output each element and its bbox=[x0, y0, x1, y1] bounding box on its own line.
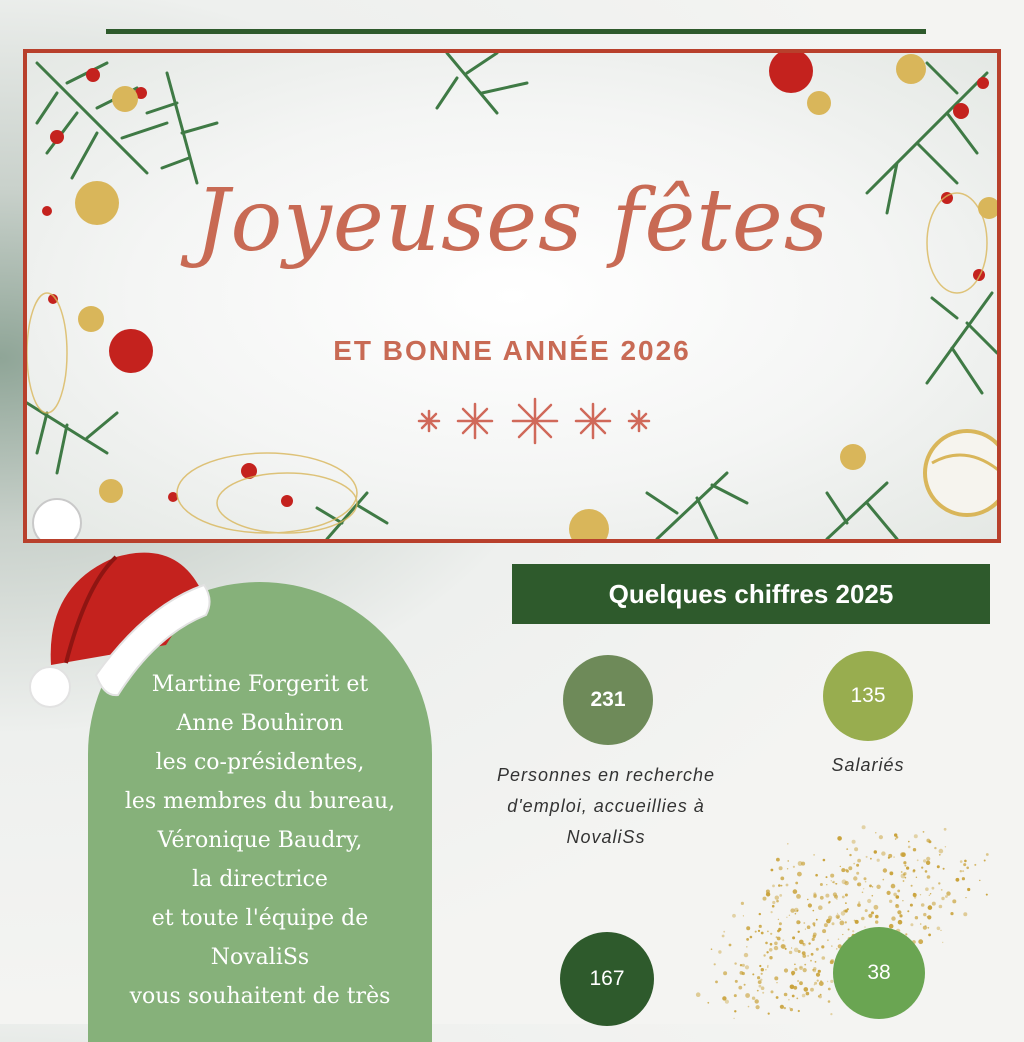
greeting-line: Véronique Baudry, bbox=[157, 828, 363, 853]
stat-label: Salariés bbox=[831, 755, 905, 775]
greeting-line: les membres du bureau, bbox=[124, 789, 396, 814]
stat-value: 38 bbox=[867, 961, 891, 984]
greeting-message bbox=[88, 665, 432, 1016]
stat-value-circle bbox=[823, 651, 913, 741]
stat-value: 231 bbox=[590, 688, 626, 711]
pine-ornament-decoration bbox=[27, 53, 997, 539]
greeting-line: vous souhaitent de très bbox=[129, 984, 391, 1009]
stat-label: Personnes en recherche d'emploi, accueillies à NovaliSs bbox=[496, 765, 716, 847]
greeting-line: les co-présidentes, bbox=[155, 750, 365, 775]
banner-title: Joyeuses fêtes bbox=[195, 171, 829, 271]
banner-subtitle: ET BONNE ANNÉE 2026 bbox=[333, 335, 691, 366]
stats-header: Quelques chiffres 2025 bbox=[512, 564, 990, 624]
holiday-banner bbox=[23, 49, 1001, 543]
stat-value: 167 bbox=[589, 967, 625, 990]
stat-value-circle bbox=[833, 927, 925, 1019]
greeting-line: la directrice bbox=[192, 867, 328, 892]
greeting-line: Martine Forgerit et bbox=[151, 672, 369, 697]
top-divider bbox=[106, 29, 926, 34]
snowflake-icons bbox=[411, 393, 671, 453]
stat-value-circle bbox=[563, 655, 653, 745]
greeting-line: Anne Bouhiron bbox=[176, 711, 344, 736]
stat-value: 135 bbox=[850, 684, 886, 707]
greeting-line: NovaliSs bbox=[210, 945, 310, 970]
stat-value-circle bbox=[560, 932, 654, 1026]
greeting-line: et toute l'équipe de bbox=[151, 906, 369, 931]
